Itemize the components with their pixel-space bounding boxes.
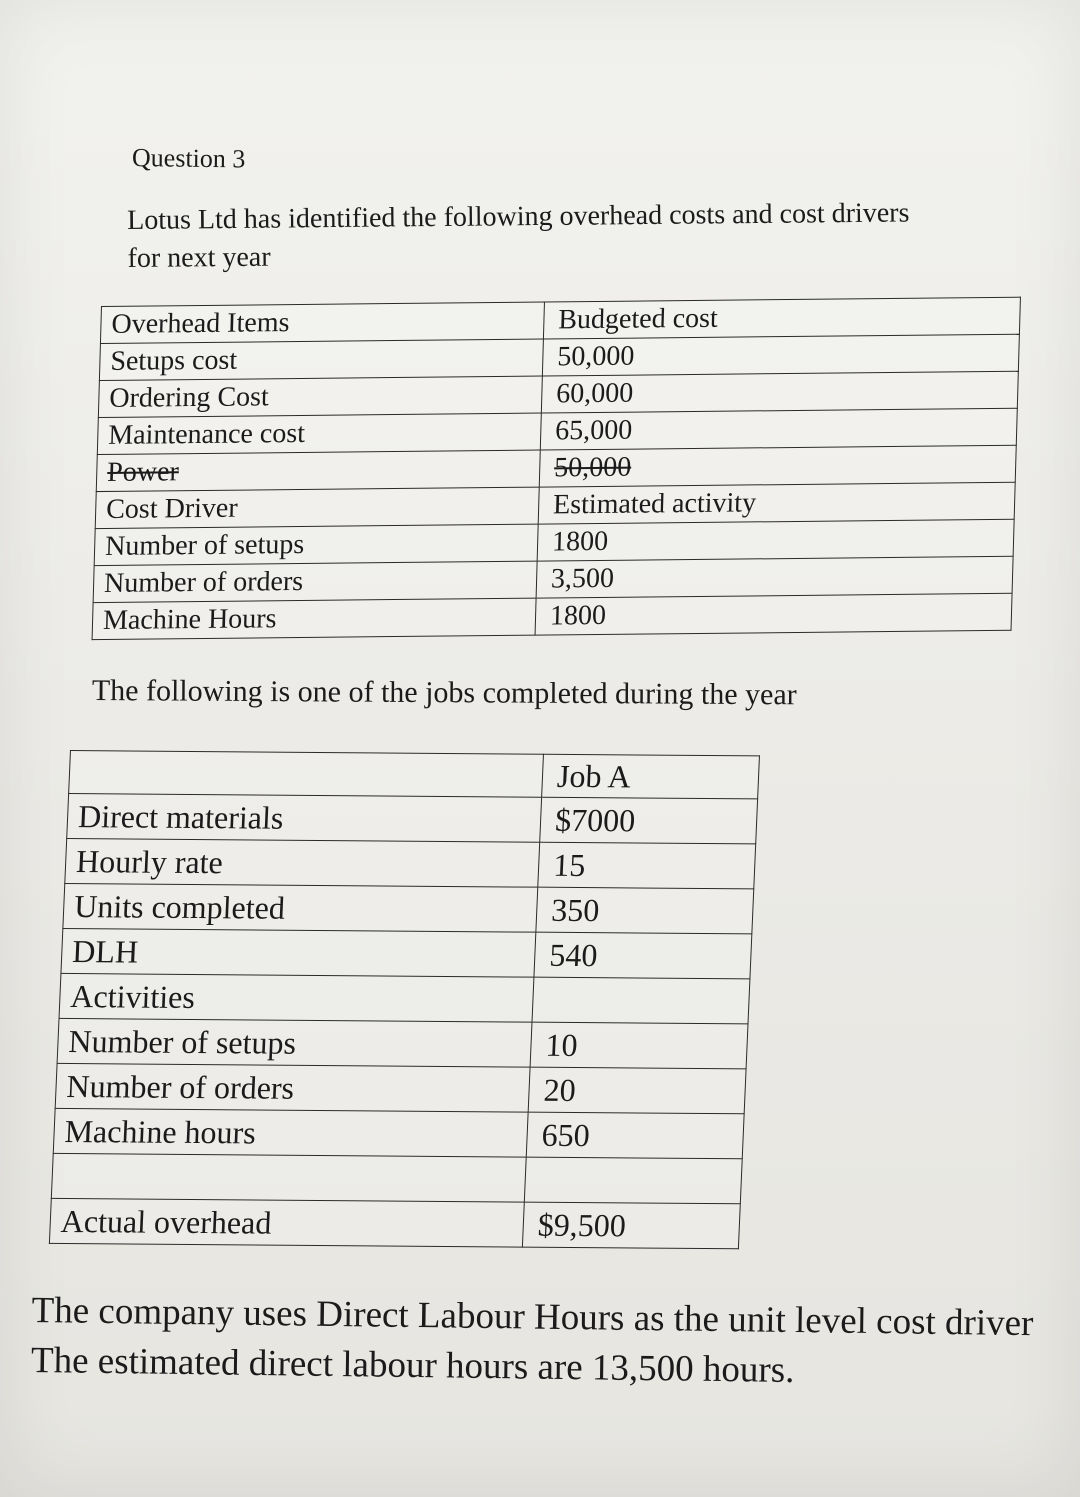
table-cell: 60,000 (541, 371, 1018, 413)
table-row (65, 838, 756, 888)
intro-text (127, 193, 1048, 278)
table-cell: Maintenance cost (97, 413, 541, 454)
table-cell (539, 445, 1016, 487)
table-row (63, 883, 754, 933)
table-cell: 1800 (535, 593, 1012, 635)
table-row (61, 928, 752, 978)
table-cell (51, 1153, 526, 1202)
table-row (67, 793, 758, 843)
table-cell: 1800 (537, 519, 1014, 561)
table-cell: Number of setups (94, 524, 538, 565)
table-cell (524, 1157, 742, 1204)
footer-line-1: The company uses Direct Labour Hours as the unit level cost driver (31, 1289, 1034, 1345)
overhead-table (92, 297, 1021, 640)
struck-item: Power (106, 456, 180, 488)
table-cell (96, 450, 540, 491)
table-cell: 65,000 (540, 408, 1017, 450)
table-cell: 3,500 (536, 556, 1013, 598)
table-cell: 20 (528, 1067, 746, 1114)
table-cell: Direct materials (67, 793, 542, 842)
question-title: Question 3 (131, 143, 246, 174)
table-cell: Job A (542, 754, 760, 799)
table-cell: $7000 (540, 797, 758, 844)
table-cell: 15 (538, 842, 756, 889)
table-row (57, 1018, 748, 1068)
job-intro-text: The following is one of the jobs completed during the year (91, 674, 797, 712)
table-cell: DLH (61, 928, 536, 977)
table-cell: Number of orders (55, 1063, 530, 1112)
table-cell: Machine hours (53, 1108, 528, 1157)
table-cell: 350 (536, 887, 754, 934)
table-cell: Cost Driver (95, 487, 539, 528)
table-cell: Estimated activity (538, 482, 1015, 524)
table-cell: Actual overhead (49, 1198, 524, 1247)
table-cell: 540 (534, 932, 752, 979)
table-cell: Overhead Items (100, 302, 544, 343)
footer-text (31, 1286, 1034, 1399)
job-table (49, 750, 760, 1249)
table-row (59, 973, 750, 1023)
table-row (69, 751, 760, 799)
table-cell: Hourly rate (65, 838, 540, 887)
footer-line-2: The estimated direct labour hours are 13,500 hours. (30, 1339, 795, 1391)
table-cell: Number of setups (57, 1018, 532, 1067)
table-cell: 50,000 (542, 334, 1019, 376)
table-cell: Units completed (63, 883, 538, 932)
table-cell: Budgeted cost (543, 297, 1020, 339)
table-cell: Machine Hours (92, 598, 536, 639)
table-row (55, 1063, 746, 1113)
table-cell: 10 (530, 1022, 748, 1069)
table-cell (532, 977, 750, 1024)
table-row (51, 1153, 742, 1203)
table-row (49, 1198, 740, 1248)
table-cell: Setups cost (99, 339, 543, 380)
table-cell: $9,500 (522, 1202, 740, 1249)
table-cell: Activities (59, 973, 534, 1022)
table-cell: 650 (526, 1112, 744, 1159)
table-cell: Number of orders (93, 561, 537, 602)
table-row (53, 1108, 744, 1158)
intro-line-2: for next year (127, 241, 271, 274)
intro-line-1: Lotus Ltd has identified the following overhead costs and cost drivers (127, 197, 910, 236)
struck-value: 50,000 (553, 451, 632, 484)
table-cell: Ordering Cost (98, 376, 542, 417)
table-cell (69, 751, 544, 798)
